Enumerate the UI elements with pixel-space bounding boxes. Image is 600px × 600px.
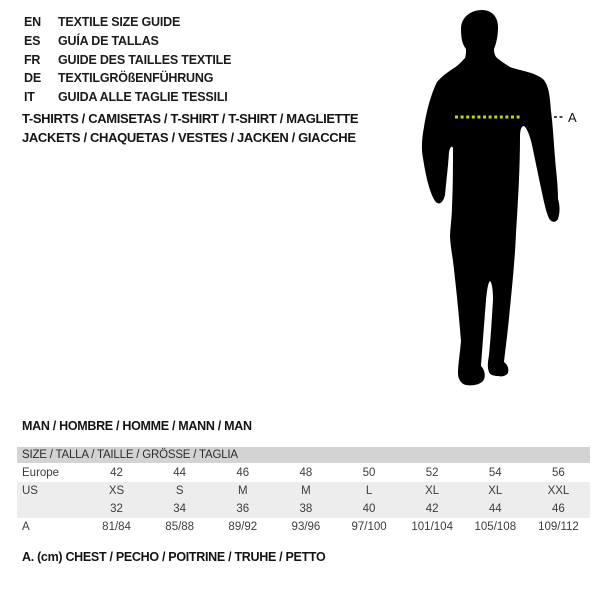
language-code: FR (24, 52, 41, 67)
table-cell: 48 (299, 467, 313, 479)
row-label (17, 500, 85, 518)
table-cell: 93/96 (291, 521, 321, 533)
table-cell: 34 (173, 503, 187, 515)
language-row-es (24, 32, 231, 51)
table-cell: L (365, 485, 373, 497)
table-cell: 40 (362, 503, 376, 515)
table-cell: 42 (110, 467, 123, 479)
table-row (17, 518, 590, 536)
table-cell: 44 (173, 467, 187, 479)
language-code: EN (24, 15, 41, 29)
table-cell: M (238, 485, 248, 497)
language-code: IT (24, 90, 35, 105)
row-label: US (22, 485, 38, 497)
table-cell: 46 (236, 467, 250, 479)
table-cell: 89/92 (228, 521, 258, 533)
man-figure (408, 6, 578, 396)
size-table-header: SIZE / TALLA / TAILLE / GRÖSSE / TAGLIA (17, 447, 590, 463)
table-cell: M (301, 485, 311, 497)
language-list (24, 13, 231, 107)
product-type-tshirts: T-SHIRTS / CAMISETAS / T-SHIRT / T-SHIRT / MAGLIETTE (22, 111, 359, 126)
table-cell: S (175, 485, 184, 497)
table-cell: 81/84 (102, 521, 131, 533)
table-cell: XXL (547, 485, 570, 497)
table-cell: 44 (488, 503, 502, 515)
table-cell: 38 (299, 503, 313, 515)
measurement-footnote: A. (cm) CHEST / PECHO / POITRINE / TRUHE / PETTO (22, 550, 326, 564)
size-table (17, 447, 590, 536)
language-label: GUÍA DE TALLAS (58, 33, 159, 48)
section-heading-man: MAN / HOMBRE / HOMME / MANN / MAN (22, 419, 252, 433)
row-label: Europe (22, 467, 60, 479)
table-cell: XL (425, 485, 440, 497)
language-row-fr (24, 51, 231, 70)
table-row (17, 500, 590, 518)
man-silhouette (408, 6, 578, 396)
language-code: ES (24, 33, 41, 48)
table-cell: 32 (110, 503, 123, 515)
man-silhouette-path (422, 10, 560, 385)
language-label: TEXTILGRÖßENFÜHRUNG (58, 71, 214, 86)
row-label: A (22, 521, 30, 533)
measure-label: A (568, 110, 577, 125)
language-code: DE (24, 71, 41, 86)
language-row-de (24, 69, 231, 88)
table-cell: XS (108, 485, 125, 497)
table-cell: 46 (552, 503, 565, 515)
language-label: GUIDE DES TAILLES TEXTILE (58, 52, 232, 67)
table-cell: 101/104 (411, 521, 453, 533)
table-row (17, 482, 590, 500)
table-cell: 42 (425, 503, 439, 515)
language-label: GUIDA ALLE TAGLIE TESSILI (58, 90, 228, 105)
table-cell: 97/100 (351, 521, 387, 533)
product-type-lines (22, 109, 358, 147)
language-label: TEXTILE SIZE GUIDE (58, 15, 181, 29)
table-cell: 105/108 (474, 521, 517, 533)
table-cell: 109/112 (538, 521, 579, 533)
language-row-it (24, 88, 231, 107)
product-type-jackets: JACKETS / CHAQUETAS / VESTES / JACKEN / GIACCHE (22, 130, 356, 145)
table-cell: XL (488, 485, 503, 497)
table-cell: 85/88 (165, 521, 195, 533)
size-table-rows (17, 464, 590, 536)
table-cell: 50 (362, 467, 376, 479)
table-cell: 52 (425, 467, 439, 479)
table-row (17, 464, 590, 482)
language-row-en (24, 13, 231, 32)
table-cell: 54 (488, 467, 502, 479)
table-cell: 36 (236, 503, 250, 515)
table-cell: 56 (552, 467, 565, 479)
